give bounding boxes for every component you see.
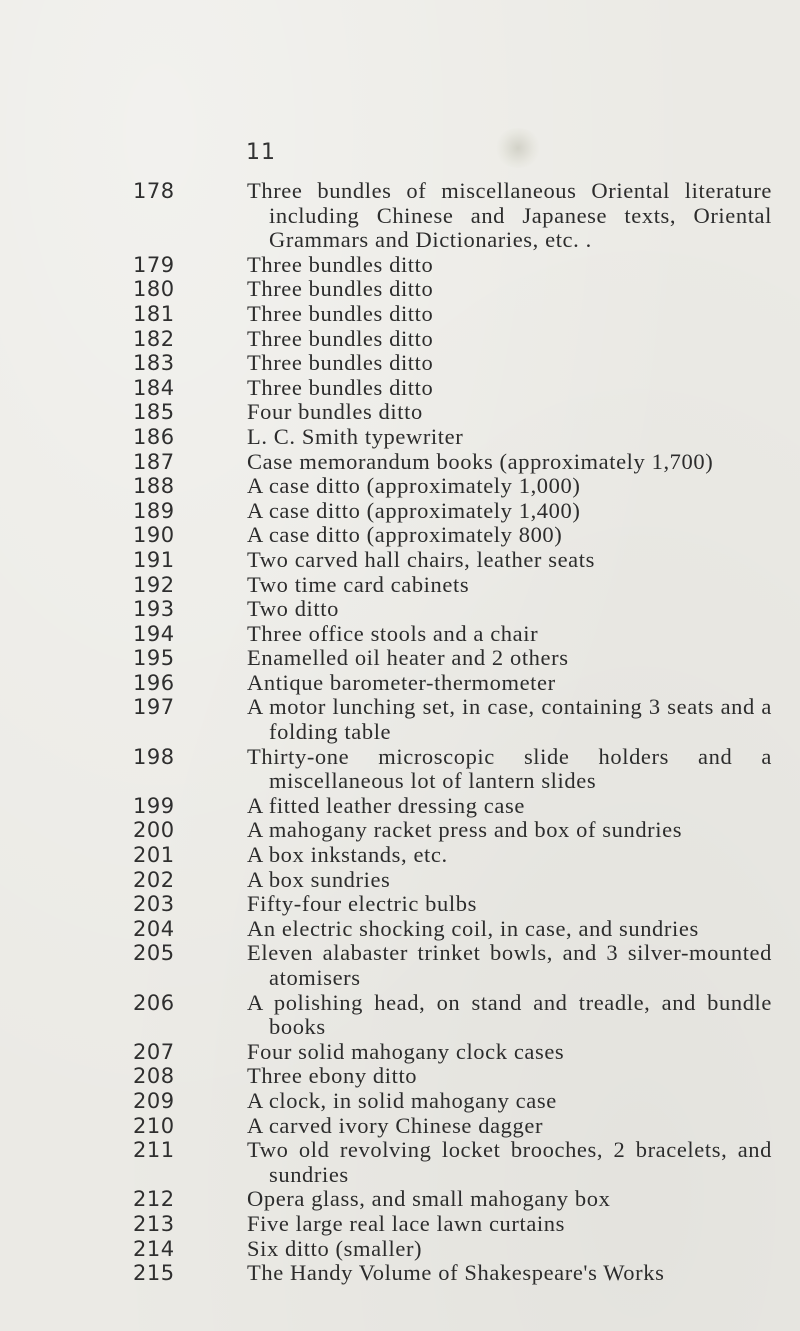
lot-number: 211 — [133, 1138, 175, 1163]
lot-number: 196 — [133, 670, 175, 695]
lot-number: 182 — [133, 326, 175, 351]
lot-number: 215 — [133, 1261, 175, 1286]
lot-description: A motor lunching set, in case, containing 3 seats and a folding table — [247, 694, 772, 745]
lot-entry — [0, 523, 800, 548]
lot-entry — [0, 1064, 800, 1089]
lot-entry — [0, 941, 800, 990]
lot-entry — [0, 597, 800, 622]
lot-entry — [0, 794, 800, 819]
lot-description: A fitted leather dressing case — [247, 792, 525, 818]
lot-description: Enamelled oil heater and 2 others — [247, 645, 569, 671]
lot-number: 206 — [133, 990, 175, 1015]
lot-entry — [0, 671, 800, 696]
lot-description: Two old revolving locket brooches, 2 bracelets, and sundries — [247, 1137, 772, 1187]
lot-entry — [0, 1212, 800, 1237]
lot-number: 183 — [133, 351, 175, 376]
lot-description: Five large real lace lawn curtains — [247, 1210, 565, 1236]
lot-number: 178 — [133, 179, 175, 203]
lot-number: 195 — [133, 646, 175, 671]
lot-number: 187 — [133, 449, 175, 474]
lot-number: 185 — [133, 400, 175, 425]
lot-entry — [0, 1040, 800, 1065]
lot-entry — [0, 892, 800, 917]
lot-description: Three bundles ditto — [247, 276, 434, 302]
lot-entry — [0, 695, 800, 744]
lot-description: Fifty-four electric bulbs — [247, 891, 477, 917]
lot-entry — [0, 868, 800, 893]
lot-description: Case memorandum books (approximately 1,700) — [247, 448, 714, 474]
lot-entry — [0, 1138, 800, 1187]
lot-number: 198 — [133, 744, 175, 769]
lot-number: 184 — [133, 375, 175, 400]
lot-entry — [0, 818, 800, 843]
lot-number: 202 — [133, 867, 175, 892]
lot-number: 209 — [133, 1088, 175, 1113]
lot-description: Six ditto (smaller) — [247, 1235, 423, 1261]
lot-description: Three bundles ditto — [247, 300, 434, 326]
lot-description: Four solid mahogany clock cases — [247, 1038, 565, 1064]
lot-description: Three office stools and a chair — [247, 620, 539, 646]
lot-description: A box inkstands, etc. — [247, 842, 448, 868]
lot-number: 214 — [133, 1236, 175, 1261]
lot-entry — [0, 1089, 800, 1114]
lot-description: Two carved hall chairs, leather seats — [247, 546, 595, 572]
lot-description: A clock, in solid mahogany case — [247, 1087, 557, 1113]
lot-list — [0, 179, 800, 1286]
lot-description: Three bundles ditto — [247, 350, 434, 376]
lot-entry — [0, 622, 800, 647]
lot-number: 190 — [133, 523, 175, 548]
lot-number: 201 — [133, 843, 175, 868]
lot-number: 199 — [133, 793, 175, 818]
lot-description: A case ditto (approximately 1,000) — [247, 473, 581, 499]
lot-number: 203 — [133, 892, 175, 917]
lot-number: 213 — [133, 1211, 175, 1236]
lot-description: Eleven alabaster trinket bowls, and 3 silver-mounted atomisers — [247, 940, 772, 990]
lot-number: 197 — [133, 695, 175, 720]
lot-description: A case ditto (approximately 800) — [247, 522, 563, 548]
lot-entry — [0, 1237, 800, 1262]
lot-description: Antique barometer-thermometer — [247, 669, 556, 695]
lot-entry — [0, 450, 800, 475]
paper-blemish — [494, 128, 542, 168]
lot-entry — [0, 474, 800, 499]
lot-description: A carved ivory Chinese dagger — [247, 1112, 544, 1138]
lot-entry — [0, 400, 800, 425]
lot-description: Three bundles of miscellaneous Oriental literature including Chinese and Japanese texts, Oriental Grammars and Dictionaries, etc. . — [247, 178, 772, 253]
lot-entry — [0, 351, 800, 376]
lot-number: 179 — [133, 252, 175, 277]
lot-description: Two ditto — [247, 596, 339, 622]
lot-description: Three bundles ditto — [247, 374, 434, 400]
lot-description: A mahogany racket press and box of sundries — [247, 817, 683, 843]
lot-entry — [0, 1114, 800, 1139]
lot-entry — [0, 253, 800, 278]
lot-description: Three ebony ditto — [247, 1063, 418, 1089]
lot-entry — [0, 179, 800, 253]
lot-entry — [0, 327, 800, 352]
lot-number: 193 — [133, 597, 175, 622]
lot-description: The Handy Volume of Shakespeare's Works — [247, 1260, 665, 1286]
lot-entry — [0, 499, 800, 524]
lot-number: 186 — [133, 424, 175, 449]
lot-number: 207 — [133, 1039, 175, 1064]
lot-number: 210 — [133, 1113, 175, 1138]
lot-entry — [0, 917, 800, 942]
lot-number: 200 — [133, 818, 175, 843]
lot-entry — [0, 745, 800, 794]
lot-number: 194 — [133, 621, 175, 646]
lot-entry — [0, 302, 800, 327]
lot-description: Two time card cabinets — [247, 571, 470, 597]
lot-entry — [0, 548, 800, 573]
page-number: 11 — [246, 140, 276, 165]
lot-entry — [0, 991, 800, 1040]
lot-entry — [0, 1261, 800, 1286]
lot-number: 212 — [133, 1187, 175, 1212]
lot-entry — [0, 1187, 800, 1212]
lot-description: A box sundries — [247, 866, 391, 892]
lot-number: 192 — [133, 572, 175, 597]
lot-description: An electric shocking coil, in case, and sundries — [247, 915, 699, 941]
lot-number: 191 — [133, 547, 175, 572]
lot-number: 208 — [133, 1064, 175, 1089]
lot-entry — [0, 425, 800, 450]
lot-entry — [0, 376, 800, 401]
lot-number: 189 — [133, 498, 175, 523]
lot-number: 180 — [133, 277, 175, 302]
lot-number: 205 — [133, 941, 175, 966]
lot-number: 204 — [133, 916, 175, 941]
lot-entry — [0, 646, 800, 671]
lot-description: Thirty-one microscopic slide holders and a miscellaneous lot of lantern slides — [247, 743, 772, 794]
lot-description: Opera glass, and small mahogany box — [247, 1186, 611, 1212]
lot-description: Three bundles ditto — [247, 251, 434, 277]
lot-description: A case ditto (approximately 1,400) — [247, 497, 581, 523]
lot-description: Three bundles ditto — [247, 325, 434, 351]
lot-description: A polishing head, on stand and treadle, and bundle books — [247, 989, 772, 1040]
lot-description: Four bundles ditto — [247, 399, 423, 425]
lot-number: 181 — [133, 301, 175, 326]
lot-entry — [0, 843, 800, 868]
lot-entry — [0, 277, 800, 302]
lot-entry — [0, 573, 800, 598]
lot-description: L. C. Smith typewriter — [247, 423, 464, 449]
lot-number: 188 — [133, 474, 175, 499]
